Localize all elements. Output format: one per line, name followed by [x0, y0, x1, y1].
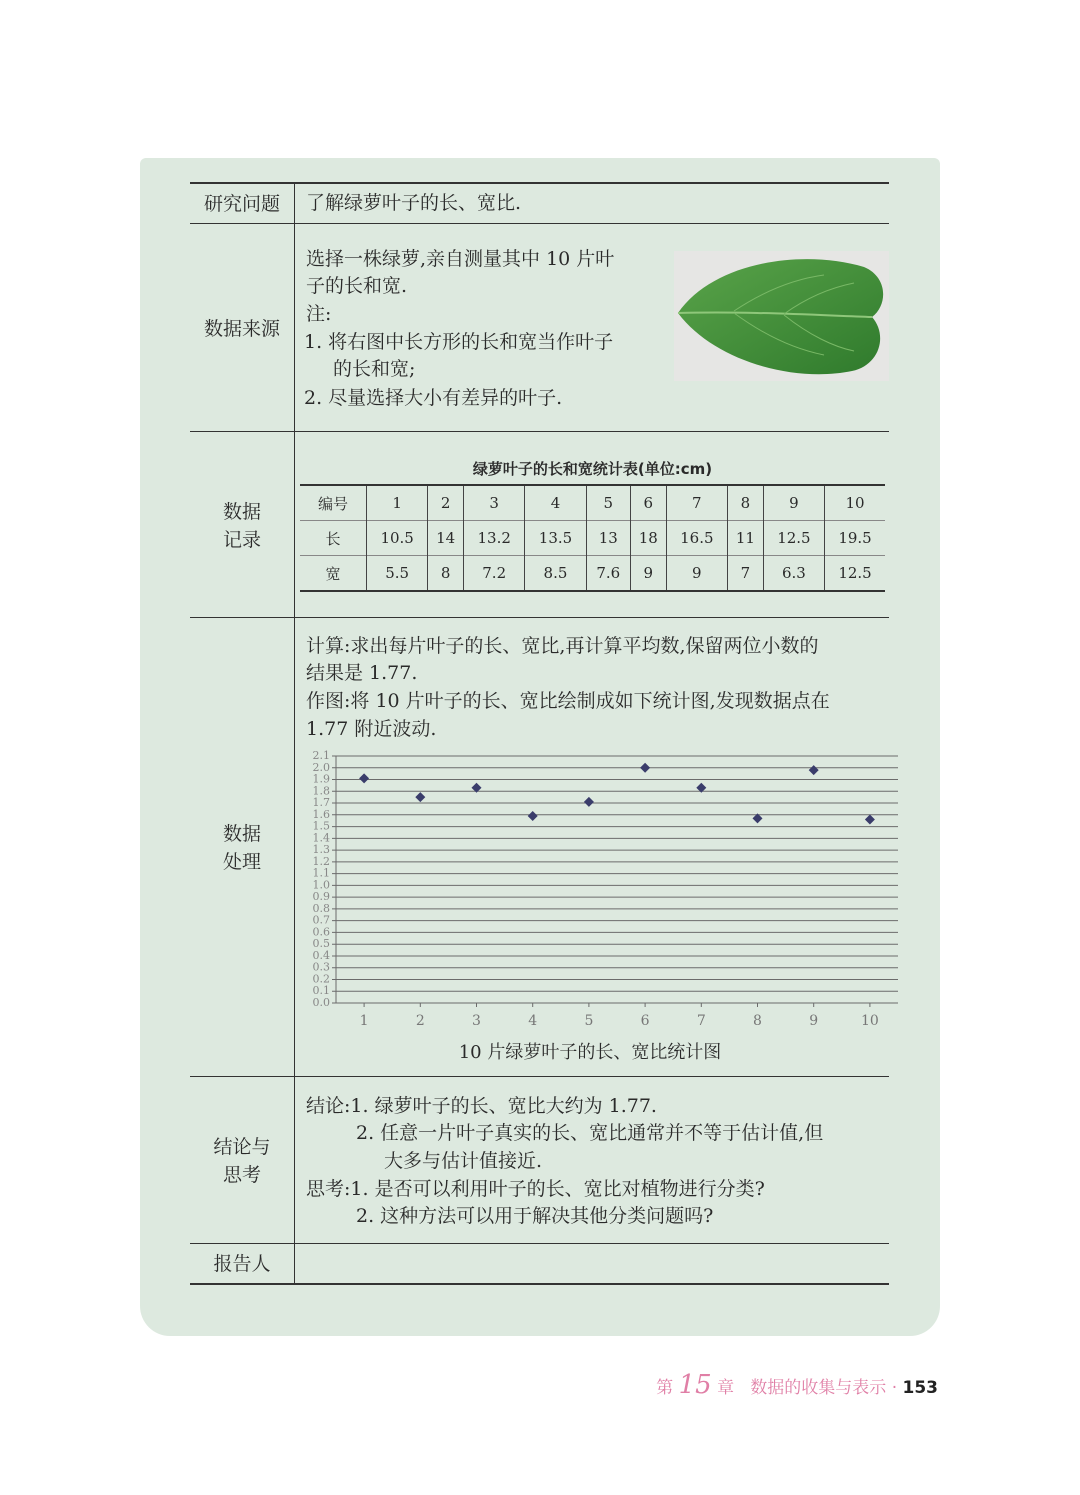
table-cell: 18 [630, 521, 666, 556]
leaf-photo [674, 251, 889, 381]
conclusion-line: 大多与估计值接近. [384, 1150, 543, 1172]
table-cell: 5 [586, 485, 630, 521]
table-cell: 10 [825, 485, 885, 521]
source-line: 1. 将右图中长方形的长和宽当作叶子 [304, 331, 614, 353]
y-tick-label: 1.3 [312, 843, 330, 857]
table-cell: 5.5 [367, 556, 428, 592]
x-tick-label: 9 [809, 1013, 819, 1029]
y-tick-label: 0.7 [312, 913, 330, 927]
table-cell: 7.6 [586, 556, 630, 592]
row-label-conclusion-1: 结论与 [213, 1136, 271, 1158]
table-cell: 9 [763, 485, 824, 521]
y-tick-label: 1.8 [312, 784, 330, 798]
data-table [300, 484, 885, 592]
source-line: 2. 尽量选择大小有差异的叶子. [304, 387, 563, 409]
table-cell: 7 [666, 485, 727, 521]
row-label-source: 数据来源 [203, 318, 280, 340]
ratio-chart-svg [300, 746, 900, 1036]
y-tick-label: 1.6 [312, 807, 330, 821]
table-cell: 8.5 [525, 556, 586, 592]
row-label-reporter: 报告人 [213, 1253, 271, 1275]
data-point [359, 773, 369, 783]
chapter-number: 15 [678, 1370, 712, 1400]
y-tick-label: 0.5 [312, 937, 330, 951]
row-label-process-1: 数据 [222, 823, 261, 845]
table-cell: 7 [727, 556, 763, 592]
data-point [584, 797, 594, 807]
page-footer [600, 1370, 938, 1400]
y-tick-label: 0.0 [312, 996, 330, 1009]
ratio-chart [300, 746, 900, 1036]
y-tick-label: 1.0 [312, 878, 330, 892]
data-point [809, 765, 819, 775]
table-cell: 9 [666, 556, 727, 592]
data-point [415, 792, 425, 802]
process-line: 计算:求出每片叶子的长、宽比,再计算平均数,保留两位小数的 [306, 635, 819, 657]
table-row-length [300, 521, 885, 556]
row-label-record-1: 数据 [222, 501, 261, 523]
chapter-title: 数据的收集与表示 [750, 1378, 887, 1398]
x-tick-label: 4 [528, 1013, 538, 1029]
x-tick-label: 8 [753, 1013, 762, 1029]
table-cell: 12.5 [763, 521, 824, 556]
conclusion-line: 2. 任意一片叶子真实的长、宽比通常并不等于估计值,但 [356, 1122, 824, 1144]
process-line: 结果是 1.77. [306, 662, 418, 684]
table-cell: 12.5 [825, 556, 885, 592]
y-tick-label: 0.9 [312, 890, 330, 904]
y-tick-label: 0.6 [312, 925, 330, 939]
y-tick-label: 0.4 [312, 948, 330, 962]
y-tick-label: 0.8 [312, 901, 330, 915]
table-cell: 14 [428, 521, 464, 556]
source-line: 选择一株绿萝,亲自测量其中 10 片叶 [306, 248, 615, 270]
chart-title: 10 片绿萝叶子的长、宽比统计图 [458, 1042, 722, 1063]
table-cell: 6 [630, 485, 666, 521]
question-text: 了解绿萝叶子的长、宽比. [306, 192, 522, 214]
table-cell: 2 [428, 485, 464, 521]
table-cell: 11 [727, 521, 763, 556]
table-cell: 7.2 [464, 556, 525, 592]
row-label-process-2: 处理 [222, 851, 261, 873]
y-tick-label: 1.7 [312, 796, 330, 810]
y-tick-label: 1.5 [312, 819, 330, 833]
y-tick-label: 1.4 [312, 831, 330, 845]
table-cell: 8 [727, 485, 763, 521]
y-tick-label: 1.1 [312, 866, 330, 880]
x-tick-label: 2 [415, 1013, 425, 1029]
row-label-conclusion-2: 思考 [222, 1164, 261, 1186]
x-tick-label: 10 [860, 1013, 879, 1029]
table-cell: 19.5 [825, 521, 885, 556]
y-tick-label: 2.1 [312, 749, 330, 762]
conclusion-line: 结论:1. 绿萝叶子的长、宽比大约为 1.77. [306, 1095, 657, 1117]
data-table-title: 绿萝叶子的长和宽统计表(单位:cm) [472, 460, 713, 478]
table-cell: 1 [367, 485, 428, 521]
table-cell: 9 [630, 556, 666, 592]
table-cell: 13 [586, 521, 630, 556]
table-cell: 编号 [300, 485, 367, 521]
y-tick-label: 0.2 [312, 972, 330, 986]
y-tick-label: 1.2 [312, 854, 330, 868]
data-point [865, 815, 875, 825]
table-cell: 3 [464, 485, 525, 521]
x-tick-label: 5 [584, 1013, 594, 1029]
process-line: 作图:将 10 片叶子的长、宽比绘制成如下统计图,发现数据点在 [306, 690, 830, 712]
chapter-suffix: 章 [717, 1378, 735, 1398]
table-cell: 13.5 [525, 521, 586, 556]
source-line: 子的长和宽. [306, 275, 408, 297]
table-row-width [300, 556, 885, 592]
row-label-question: 研究问题 [203, 193, 280, 215]
column-divider [294, 182, 295, 1284]
x-tick-label: 7 [696, 1013, 706, 1029]
table-cell: 13.2 [464, 521, 525, 556]
table-cell: 10.5 [367, 521, 428, 556]
table-header-row [300, 485, 885, 521]
chapter-prefix: 第 [656, 1378, 674, 1398]
table-cell: 宽 [300, 556, 367, 592]
data-point [528, 811, 538, 821]
y-tick-label: 0.3 [312, 960, 330, 974]
source-line: 注: [306, 303, 332, 325]
row-label-record-2: 记录 [222, 529, 261, 551]
table-cell: 6.3 [763, 556, 824, 592]
data-point [640, 763, 650, 773]
x-tick-label: 1 [359, 1013, 369, 1029]
x-tick-label: 6 [640, 1013, 650, 1029]
y-tick-label: 0.1 [312, 984, 330, 998]
y-tick-label: 1.9 [312, 772, 330, 786]
source-line: 的长和宽; [333, 358, 416, 380]
page-number: 153 [902, 1378, 938, 1398]
leaf-image [674, 251, 889, 381]
table-cell: 8 [428, 556, 464, 592]
table-cell: 4 [525, 485, 586, 521]
table-cell: 长 [300, 521, 367, 556]
y-tick-label: 2.0 [312, 760, 330, 774]
table-cell: 16.5 [666, 521, 727, 556]
conclusion-line: 2. 这种方法可以用于解决其他分类问题吗? [356, 1205, 714, 1227]
process-line: 1.77 附近波动. [306, 718, 437, 740]
x-tick-label: 3 [472, 1013, 481, 1029]
conclusion-line: 思考:1. 是否可以利用叶子的长、宽比对植物进行分类? [306, 1178, 765, 1200]
footer-dot: · [891, 1378, 898, 1398]
